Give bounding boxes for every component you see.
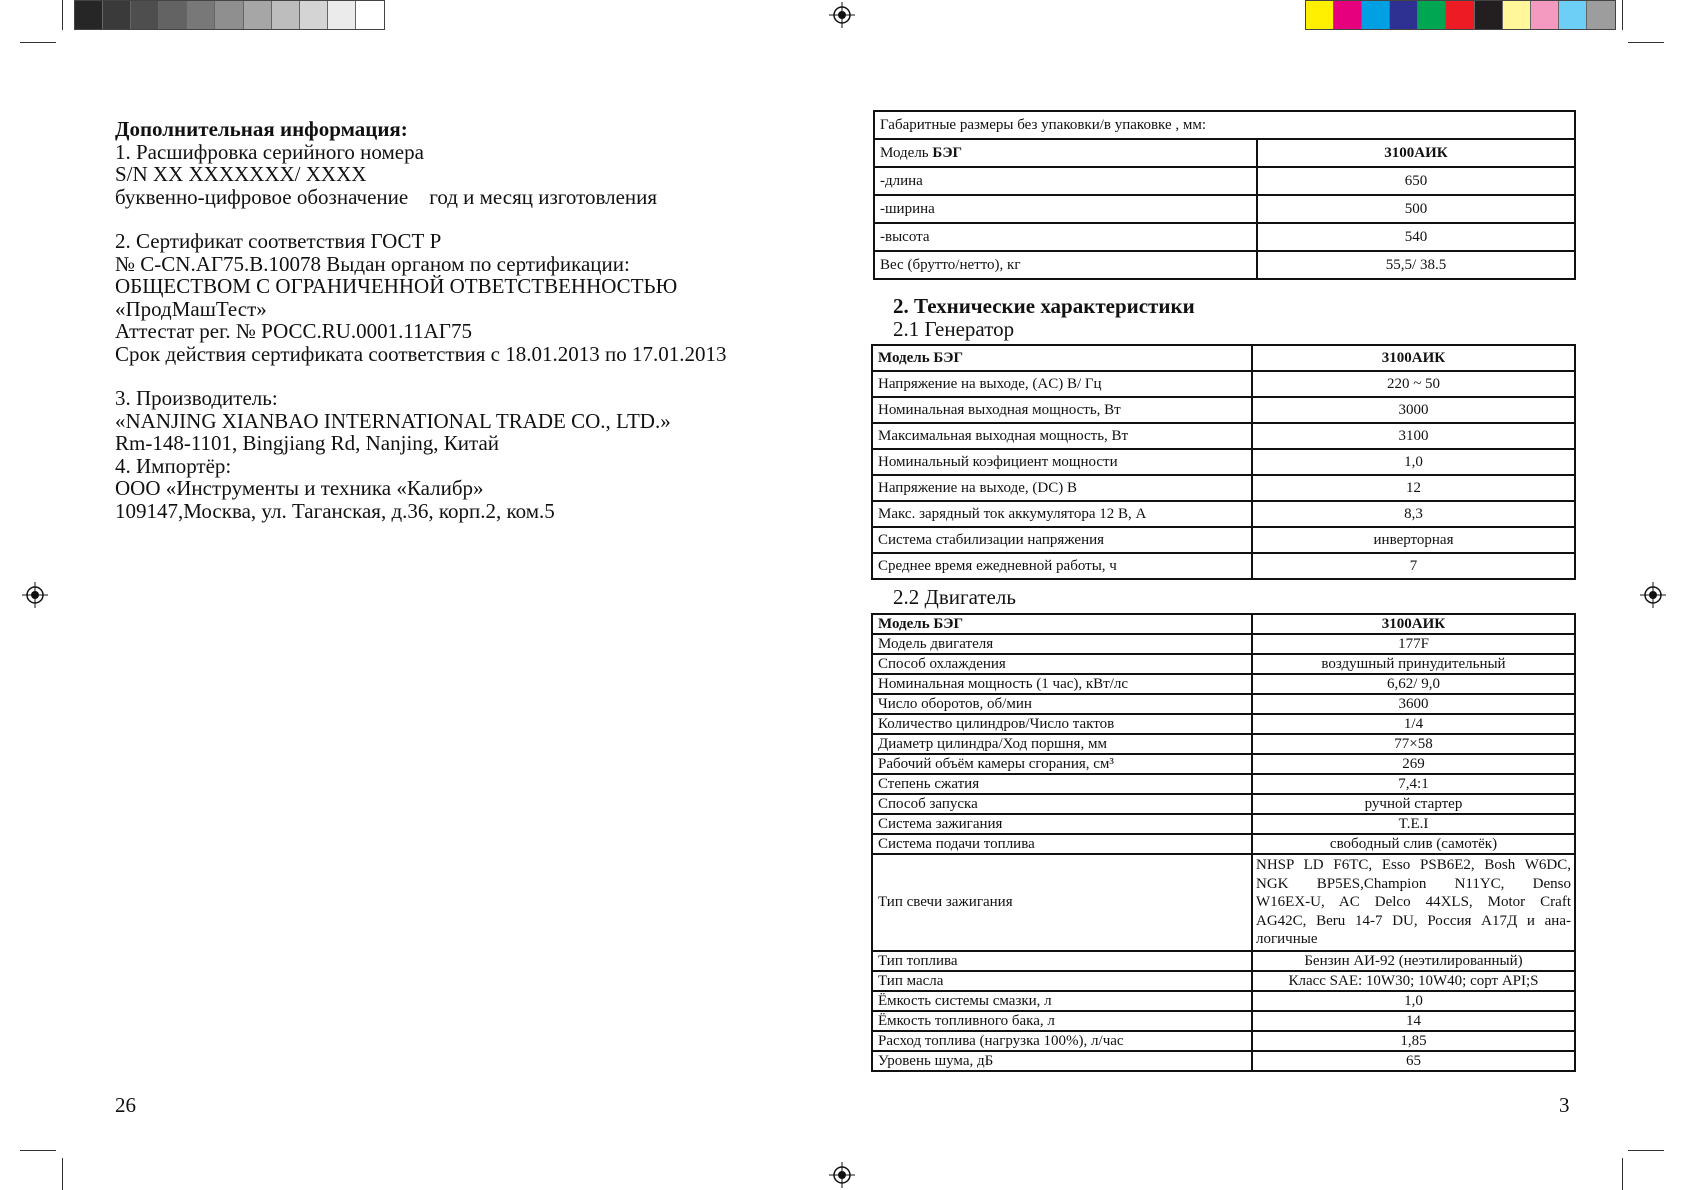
engine-row [872, 634, 1575, 654]
dimensions-row [874, 223, 1575, 251]
color-swatch [215, 1, 243, 29]
engine-row [872, 694, 1575, 714]
generator-row-label: Номинальный коэфициент мощности [872, 449, 1252, 475]
engine-row-label: Способ охлаждения [872, 654, 1252, 674]
dimensions-row [874, 195, 1575, 223]
engine-row-value: воздушный принудительный [1252, 654, 1575, 674]
engine-row-label: Рабочий объём камеры сгорания, см³ [872, 754, 1252, 774]
color-swatch [328, 1, 356, 29]
engine-row [872, 774, 1575, 794]
engine-row-value: 1/4 [1252, 714, 1575, 734]
generator-row-value: 1,0 [1252, 449, 1575, 475]
engine-row-label: Степень сжатия [872, 774, 1252, 794]
importer-address: 109147,Москва, ул. Таганская, д.36, корп.2, ком.5 [115, 498, 555, 523]
color-swatch [159, 1, 187, 29]
engine-row-value: 77×58 [1252, 734, 1575, 754]
generator-row [872, 501, 1575, 527]
engine-row [872, 991, 1575, 1011]
registration-mark-icon [22, 582, 48, 608]
engine-row-value: 269 [1252, 754, 1575, 774]
engine-row-value: 14 [1252, 1011, 1575, 1031]
generator-row-label: Система стабилизации напряжения [872, 527, 1252, 553]
color-swatch [1446, 1, 1474, 29]
generator-title: 2.1 Генератор [893, 317, 1015, 341]
crop-mark [20, 1150, 56, 1151]
engine-row-label: Ёмкость топливного бака, л [872, 1011, 1252, 1031]
dimensions-table [873, 110, 1576, 280]
registration-mark-icon [829, 1162, 855, 1188]
manufacturer-name: «NANJING XIANBAO INTERNATIONAL TRADE CO., LTD.» [115, 408, 671, 433]
engine-row-value: свободный слив (самотёк) [1252, 834, 1575, 854]
engine-row [872, 1011, 1575, 1031]
generator-model-label: Модель БЭГ [872, 345, 1252, 371]
dimensions-row [874, 251, 1575, 279]
engine-row [872, 814, 1575, 834]
color-swatch [1559, 1, 1587, 29]
engine-model-label: Модель БЭГ [872, 614, 1252, 634]
engine-row-label: Номинальная мощность (1 час), кВт/лс [872, 674, 1252, 694]
engine-row-value: 6,62/ 9,0 [1252, 674, 1575, 694]
color-swatch [131, 1, 159, 29]
generator-row-label: Макс. зарядный ток аккумулятора 12 В, А [872, 501, 1252, 527]
generator-row-label: Напряжение на выходе, (AC) В/ Гц [872, 371, 1252, 397]
crop-mark [1628, 1150, 1664, 1151]
engine-row [872, 951, 1575, 971]
engine-row-value: ручной стартер [1252, 794, 1575, 814]
right-page-number: 3 [1559, 1093, 1570, 1117]
engine-row [872, 971, 1575, 991]
importer-title: 4. Импортёр: [115, 453, 232, 478]
serial-title: 1. Расшифровка серийного номера [115, 139, 424, 164]
color-swatch [272, 1, 300, 29]
generator-row-value: 8,3 [1252, 501, 1575, 527]
generator-row [872, 449, 1575, 475]
serial-desc-part-b: год и месяц изготовления [429, 184, 658, 209]
engine-row [872, 654, 1575, 674]
registration-mark-icon [1640, 582, 1666, 608]
dimensions-row-value: 55,5/ 38.5 [1257, 251, 1575, 279]
generator-row [872, 371, 1575, 397]
cert-title: 2. Сертификат соответствия ГОСТ Р [115, 229, 442, 253]
engine-model-value: 3100АИК [1252, 614, 1575, 634]
generator-row-label: Среднее время ежедневной работы, ч [872, 553, 1252, 579]
serial-description [115, 186, 815, 209]
dimensions-row-label: -длина [874, 167, 1257, 195]
engine-row-label: Число оборотов, об/мин [872, 694, 1252, 714]
dimensions-row-value: 650 [1257, 167, 1575, 195]
engine-row-label: Система зажигания [872, 814, 1252, 834]
generator-row-value: инверторная [1252, 527, 1575, 553]
engine-row-label: Количество цилиндров/Число тактов [872, 714, 1252, 734]
generator-row-value: 3100 [1252, 423, 1575, 449]
dimensions-table-title: Габаритные размеры без упаковки/в упаковке , мм: [874, 111, 1575, 139]
generator-row [872, 423, 1575, 449]
generator-row-label: Максимальная выходная мощность, Вт [872, 423, 1252, 449]
color-swatch [1531, 1, 1559, 29]
grayscale-calibration-bar [74, 0, 385, 30]
color-calibration-bar [1305, 0, 1616, 30]
color-swatch [1390, 1, 1418, 29]
generator-table [871, 344, 1576, 580]
engine-row-label: Расход топлива (нагрузка 100%), л/час [872, 1031, 1252, 1051]
generator-row-label: Напряжение на выходе, (DC) В [872, 475, 1252, 501]
engine-row-value: Класс SAE: 10W30; 10W40; сорт API;S [1252, 971, 1575, 991]
engine-row-label: Диаметр цилиндра/Ход поршня, мм [872, 734, 1252, 754]
engine-row [872, 1031, 1575, 1051]
dimensions-row-label: -высота [874, 223, 1257, 251]
color-swatch [103, 1, 131, 29]
dimensions-row-label: Вес (брутто/нетто), кг [874, 251, 1257, 279]
engine-row-value: T.E.I [1252, 814, 1575, 834]
engine-row [872, 754, 1575, 774]
color-swatch [1334, 1, 1362, 29]
crop-mark [62, 0, 63, 30]
generator-row [872, 475, 1575, 501]
tech-specs-title: 2. Технические характеристики [893, 294, 1195, 318]
generator-row-label: Номинальная выходная мощность, Вт [872, 397, 1252, 423]
engine-row-value: 7,4:1 [1252, 774, 1575, 794]
cert-validity: Срок действия сертификата соответствия с 18.01.2013 по 17.01.2013 [115, 341, 727, 366]
spark-plug-label: Тип свечи зажигания [872, 854, 1252, 951]
color-swatch [244, 1, 272, 29]
engine-row-label: Уровень шума, дБ [872, 1051, 1252, 1071]
color-swatch [1475, 1, 1503, 29]
color-swatch [1503, 1, 1531, 29]
spark-plug-value: NHSP LD F6TC, Esso PSB6E2, Bosh W6DC, NGK BP5ES,Champion N11YC, Denso W16EX-U, AC Delco 44XLS, Motor Craft AG42C, Beru 14-7 DU, Россия А17Д и ана- логичные [1252, 854, 1575, 951]
generator-model-value: 3100АИК [1252, 345, 1575, 371]
engine-row-value: 1,0 [1252, 991, 1575, 1011]
color-swatch [1306, 1, 1334, 29]
engine-table [871, 613, 1576, 1072]
engine-row [872, 674, 1575, 694]
dimensions-row-value: 540 [1257, 223, 1575, 251]
color-swatch [1418, 1, 1446, 29]
engine-row-label: Тип топлива [872, 951, 1252, 971]
crop-mark [1628, 42, 1664, 43]
engine-row-label: Тип масла [872, 971, 1252, 991]
crop-mark [62, 1158, 63, 1190]
engine-row-label: Система подачи топлива [872, 834, 1252, 854]
engine-row [872, 834, 1575, 854]
left-page-content [115, 118, 815, 522]
generator-row-value: 3000 [1252, 397, 1575, 423]
engine-row [872, 714, 1575, 734]
generator-row-value: 12 [1252, 475, 1575, 501]
color-swatch [1362, 1, 1390, 29]
engine-row [872, 794, 1575, 814]
serial-format: S/N XX XXXXXXX/ XXXX [115, 162, 367, 186]
engine-title: 2.2 Двигатель [893, 585, 1016, 609]
engine-row [872, 734, 1575, 754]
engine-row-label: Модель двигателя [872, 634, 1252, 654]
cert-organization-name: «ПродМашТест» [115, 296, 267, 321]
color-swatch [300, 1, 328, 29]
engine-row-label: Способ запуска [872, 794, 1252, 814]
generator-row [872, 527, 1575, 553]
engine-row [872, 1051, 1575, 1071]
dimensions-model-value: 3100АИК [1257, 139, 1575, 167]
crop-mark [20, 42, 56, 43]
color-swatch [187, 1, 215, 29]
dimensions-row-label: -ширина [874, 195, 1257, 223]
registration-mark-icon [829, 2, 855, 28]
cert-organization: ОБЩЕСТВОМ С ОГРАНИЧЕННОЙ ОТВЕТСТВЕННОСТЬЮ [115, 274, 678, 298]
crop-mark [1622, 0, 1623, 30]
manufacturer-address: Rm-148-1101, Bingjiang Rd, Nanjing, Китай [115, 431, 500, 455]
importer-name: ООО «Инструменты и техника «Калибр» [115, 476, 484, 500]
additional-info-heading: Дополнительная информация: [115, 117, 408, 141]
cert-attestation: Аттестат рег. № РОСС.RU.0001.11АГ75 [115, 319, 472, 343]
crop-mark [1622, 1158, 1623, 1190]
generator-row [872, 553, 1575, 579]
generator-row [872, 397, 1575, 423]
color-swatch [356, 1, 384, 29]
engine-row-value: 1,85 [1252, 1031, 1575, 1051]
engine-row-label: Ёмкость системы смазки, л [872, 991, 1252, 1011]
engine-row-value: 3600 [1252, 694, 1575, 714]
dimensions-row [874, 167, 1575, 195]
color-swatch [1587, 1, 1615, 29]
manufacturer-title: 3. Производитель: [115, 386, 278, 410]
engine-row-value: Бензин АИ-92 (неэтилированный) [1252, 951, 1575, 971]
generator-row-value: 7 [1252, 553, 1575, 579]
serial-desc-part-a: буквенно-цифровое обозначение [115, 184, 409, 209]
engine-row-value: 177F [1252, 634, 1575, 654]
dimensions-model-label: Модель БЭГ [874, 139, 1257, 167]
color-swatch [75, 1, 103, 29]
engine-row-value: 65 [1252, 1051, 1575, 1071]
dimensions-row-value: 500 [1257, 195, 1575, 223]
cert-number: № С-CN.АГ75.В.10078 Выдан органом по сертификации: [115, 251, 630, 276]
left-page-number: 26 [115, 1093, 136, 1117]
generator-row-value: 220 ~ 50 [1252, 371, 1575, 397]
